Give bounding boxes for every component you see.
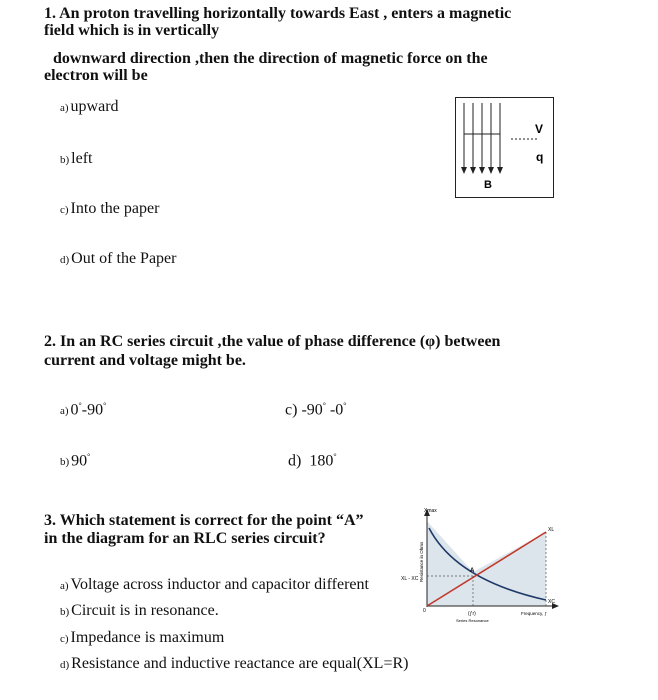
q3-option-a[interactable] xyxy=(60,576,369,594)
option-text: Into the paper xyxy=(70,200,160,217)
q3-line2: in the diagram for an RLC series circuit? xyxy=(44,530,326,547)
rlc-reactance-graph xyxy=(396,500,566,632)
option-letter: b) xyxy=(60,154,70,166)
velocity-label: V xyxy=(535,122,544,136)
option-letter: c) xyxy=(60,633,69,645)
option-letter: c) xyxy=(285,401,298,419)
option-letter: a) xyxy=(60,102,69,114)
series-resonance-label: Series Resonance xyxy=(456,618,489,623)
option-text: left xyxy=(71,150,93,167)
q1-option-a[interactable] xyxy=(60,98,119,116)
q2-line2: current and voltage might be. xyxy=(44,352,246,369)
figure-border xyxy=(456,98,554,198)
option-text: Circuit is in resonance. xyxy=(71,602,219,619)
q3-option-b[interactable] xyxy=(60,602,219,620)
q1-line3: downward direction ,then the direction of magnetic force on the xyxy=(53,50,488,67)
option-letter: a) xyxy=(60,405,69,418)
point-a-label: A xyxy=(470,568,475,574)
q2-option-a[interactable] xyxy=(60,401,106,419)
q1-line2: field which is in vertically xyxy=(44,22,220,39)
option-text: Resistance and inductive reactance are equal(XL=R) xyxy=(71,655,409,672)
degree-sign: ° xyxy=(343,401,347,410)
graph-shaded-region xyxy=(427,521,546,606)
q2-option-c[interactable] xyxy=(285,401,347,419)
xmax-label: Xmax xyxy=(424,508,437,514)
q2-option-d[interactable] xyxy=(288,452,337,470)
y-axis-label: Resistance in Ohms xyxy=(419,541,424,582)
option-text: -90 xyxy=(301,401,323,419)
option-text: Voltage across inductor and capacitor different xyxy=(70,576,369,593)
option-text-2: -90 xyxy=(81,401,104,419)
option-letter: c) xyxy=(60,204,69,216)
degree-sign: ° xyxy=(78,401,82,410)
option-text-2: -0 xyxy=(325,401,344,419)
q3-option-d[interactable] xyxy=(60,655,408,673)
xl-minus-xc-label: XL - XC xyxy=(401,576,419,582)
option-text: 180 xyxy=(309,452,334,470)
option-text: 0 xyxy=(70,401,79,419)
q1-option-c[interactable] xyxy=(60,200,159,218)
q3-option-c[interactable] xyxy=(60,629,224,647)
option-text: upward xyxy=(70,98,119,115)
xc-label: XC xyxy=(548,599,555,605)
option-text: Impedance is maximum xyxy=(70,629,225,646)
option-letter: d) xyxy=(60,254,70,266)
q3-line1: 3. Which statement is correct for the point “A” xyxy=(44,512,364,529)
q1-option-b[interactable] xyxy=(60,150,93,168)
q2-line1: 2. In an RC series circuit ,the value of phase difference (φ) between xyxy=(44,333,501,350)
degree-sign: ° xyxy=(87,452,91,461)
magnetic-field-figure xyxy=(455,97,554,198)
xl-label: XL xyxy=(548,527,555,533)
x-axis-label: Frequency, ƒ xyxy=(521,611,547,616)
degree-sign: ° xyxy=(322,401,326,410)
option-letter: b) xyxy=(60,456,70,469)
origin-label: 0 xyxy=(423,608,426,614)
option-letter: d) xyxy=(60,659,70,671)
q1-line4: electron will be xyxy=(44,67,148,84)
option-letter: a) xyxy=(60,580,69,592)
degree-sign: ° xyxy=(333,452,337,461)
degree-sign: ° xyxy=(103,401,107,410)
charge-label: q xyxy=(536,150,544,164)
q1-option-d[interactable] xyxy=(60,250,176,268)
option-text: 90 xyxy=(71,452,88,470)
option-letter: d) xyxy=(288,452,302,470)
option-letter: b) xyxy=(60,606,70,618)
resonant-frequency-label: (ƒr) xyxy=(468,611,476,617)
field-b-label: B xyxy=(484,179,492,191)
option-text: Out of the Paper xyxy=(71,250,177,267)
q1-line1: 1. An proton travelling horizontally towards East , enters a magnetic xyxy=(44,5,512,22)
q2-option-b[interactable] xyxy=(60,452,90,470)
